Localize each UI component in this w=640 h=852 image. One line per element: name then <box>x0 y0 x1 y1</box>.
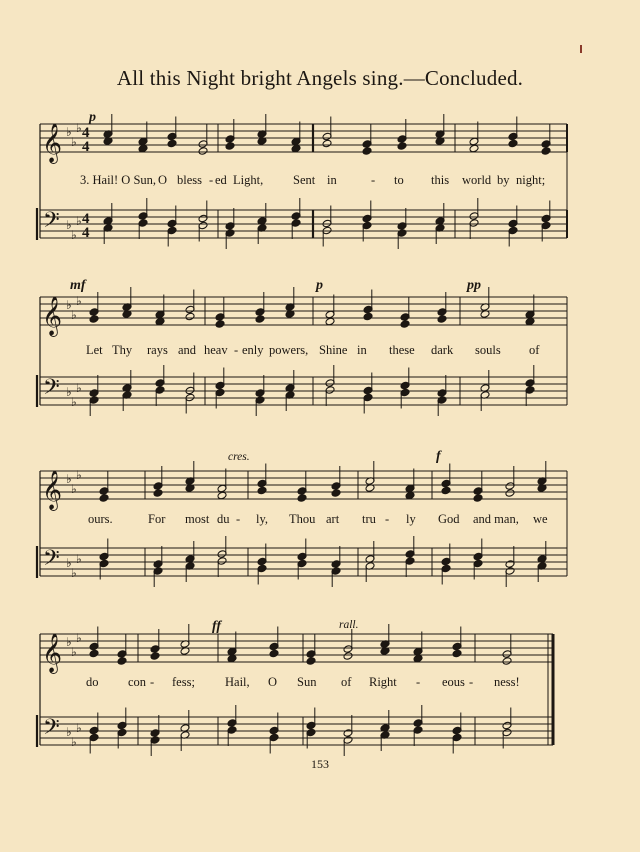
note-head <box>227 654 237 663</box>
flat-sign: ♭ <box>66 385 72 399</box>
flat-sign: ♭ <box>66 298 72 312</box>
lyric-syllable: Shine <box>319 343 348 357</box>
lyric-syllable: du <box>217 512 230 526</box>
lyric-syllable: these <box>389 343 415 357</box>
flat-sign: ♭ <box>71 482 77 496</box>
note-head <box>89 649 99 658</box>
note-head <box>473 494 483 503</box>
page-number: 153 <box>311 757 329 771</box>
lyric-syllable: Thy <box>112 343 133 357</box>
time-signature: 4 <box>82 139 90 155</box>
lyric-hyphen: - <box>209 173 214 187</box>
page-title: All this Night bright Angels sing.—Concluded. <box>116 66 524 90</box>
flat-sign: ♭ <box>71 308 77 322</box>
note-head <box>331 489 341 498</box>
note-head <box>297 494 307 503</box>
flat-sign: ♭ <box>71 566 77 580</box>
lyric-hyphen: - <box>150 675 155 689</box>
lyric-syllable: For <box>148 512 166 526</box>
lyric-syllable: heav <box>204 343 228 357</box>
note-head <box>185 312 195 321</box>
dynamic-pianissimo: pp <box>467 278 481 293</box>
lyric-syllable: in <box>357 343 367 357</box>
flat-sign: ♭ <box>71 735 77 749</box>
flat-sign: ♭ <box>76 631 82 645</box>
lyric-syllable: of <box>341 675 352 689</box>
note-head <box>198 147 208 156</box>
note-head <box>505 489 515 498</box>
flat-sign: ♭ <box>66 725 72 739</box>
flat-sign: ♭ <box>76 468 82 482</box>
note-head <box>138 144 148 153</box>
lyric-syllable: rays <box>147 343 168 357</box>
lyric-syllable: 3. Hail! O Sun, <box>80 173 157 187</box>
note-head <box>397 142 407 151</box>
flat-sign: ♭ <box>66 218 72 232</box>
note-head <box>257 486 267 495</box>
note-head <box>217 491 227 500</box>
lyric-syllable: Light, <box>233 173 264 187</box>
lyric-syllable: Right <box>369 675 397 689</box>
flat-sign: ♭ <box>76 121 82 135</box>
note-head <box>89 315 99 324</box>
note-head <box>269 649 279 658</box>
note-head <box>405 491 415 500</box>
lyric-syllable: and man, <box>473 512 519 526</box>
lyric-syllable: God <box>438 512 460 526</box>
flat-sign: ♭ <box>66 556 72 570</box>
lyric-syllable: powers, <box>269 343 309 357</box>
lyric-hyphen: - <box>371 173 376 187</box>
bass-clef: 𝄢 <box>43 375 60 405</box>
dynamic-piano: p <box>89 110 96 125</box>
lyric-hyphen: - <box>385 512 390 526</box>
note-head <box>325 317 335 326</box>
lyric-hyphen: - <box>416 675 421 689</box>
lyric-syllable: in <box>327 173 337 187</box>
lyric-syllable: this <box>431 173 450 187</box>
note-head <box>117 657 127 666</box>
lyric-syllable: con <box>128 675 147 689</box>
lyric-syllable: dark <box>431 343 454 357</box>
time-signature: 4 <box>82 125 90 141</box>
lyric-syllable: souls <box>475 343 501 357</box>
lyric-hyphen: - <box>236 512 241 526</box>
note-head <box>452 649 462 658</box>
lyric-hyphen: - <box>234 343 239 357</box>
dynamic-piano: p <box>316 278 323 293</box>
lyric-syllable: eous <box>442 675 465 689</box>
lyric-syllable: tru <box>362 512 376 526</box>
lyric-syllable: do <box>86 675 99 689</box>
flat-sign: ♭ <box>71 395 77 409</box>
lyric-syllable: and <box>178 343 197 357</box>
lyric-syllable: ours. <box>88 512 113 526</box>
lyric-syllable: we <box>533 512 548 526</box>
note-head <box>441 486 451 495</box>
lyric-syllable: world <box>462 173 492 187</box>
dynamic-mezzo-forte: mf <box>70 278 86 293</box>
treble-clef: 𝄞 <box>42 123 63 163</box>
flat-sign: ♭ <box>71 645 77 659</box>
note-head <box>155 317 165 326</box>
flat-sign: ♭ <box>66 472 72 486</box>
lyric-syllable: O <box>268 675 278 689</box>
note-head <box>150 652 160 661</box>
lyric-syllable: most <box>185 512 210 526</box>
note-head <box>363 312 373 321</box>
lyric-syllable: art <box>326 512 340 526</box>
note-head <box>343 652 353 661</box>
lyric-syllable: Sent <box>293 173 316 187</box>
treble-clef: 𝄞 <box>42 633 63 673</box>
bass-clef: 𝄢 <box>43 546 60 576</box>
note-head <box>525 317 535 326</box>
note-head <box>215 320 225 329</box>
note-head <box>437 315 447 324</box>
dynamic-fortissimo: ff <box>212 619 222 634</box>
flat-sign: ♭ <box>76 721 82 735</box>
lyric-syllable: bless <box>177 173 202 187</box>
note-head <box>99 494 109 503</box>
note-head <box>255 315 265 324</box>
treble-clef: 𝄞 <box>42 296 63 336</box>
time-signature: 4 <box>82 225 90 241</box>
flat-sign: ♭ <box>76 214 82 228</box>
note-head <box>508 139 518 148</box>
bass-clef: 𝄢 <box>43 715 60 745</box>
note-head <box>400 320 410 329</box>
flat-sign: ♭ <box>71 135 77 149</box>
lyric-syllable: ly, <box>256 512 269 526</box>
lyric-syllable: ness! <box>494 675 520 689</box>
lyric-syllable: ed <box>215 173 227 187</box>
dynamic-forte: f <box>436 449 441 464</box>
lyric-syllable: ly <box>406 512 416 526</box>
note-head <box>469 144 479 153</box>
lyric-syllable: Sun <box>297 675 317 689</box>
note-head <box>413 654 423 663</box>
note-head <box>153 489 163 498</box>
flat-sign: ♭ <box>76 552 82 566</box>
flat-sign: ♭ <box>76 294 82 308</box>
lyric-syllable: Let <box>86 343 103 357</box>
time-signature: 4 <box>82 211 90 227</box>
note-head <box>362 147 372 156</box>
lyric-syllable: Hail, <box>225 675 250 689</box>
lyric-syllable: enly <box>242 343 264 357</box>
bass-clef: 𝄢 <box>43 208 60 238</box>
lyric-syllable: fess; <box>172 675 195 689</box>
lyric-syllable: Thou <box>289 512 316 526</box>
flat-sign: ♭ <box>66 125 72 139</box>
note-head <box>167 139 177 148</box>
lyric-syllable: to <box>394 173 404 187</box>
lyric-hyphen: - <box>469 675 474 689</box>
dynamic-crescendo: cres. <box>228 451 250 463</box>
lyric-syllable: night; <box>516 173 546 187</box>
flat-sign: ♭ <box>76 381 82 395</box>
note-head <box>225 142 235 151</box>
lyric-syllable: O <box>158 173 168 187</box>
dynamic-rallentando: rall. <box>339 619 359 631</box>
flat-sign: ♭ <box>66 635 72 649</box>
lyric-syllable: of <box>529 343 540 357</box>
note-head <box>541 147 551 156</box>
note-head <box>306 657 316 666</box>
note-head <box>502 657 512 666</box>
treble-clef: 𝄞 <box>42 470 63 510</box>
lyric-syllable: by <box>497 173 510 187</box>
note-head <box>322 139 332 148</box>
note-head <box>291 144 301 153</box>
flat-sign: ♭ <box>71 228 77 242</box>
